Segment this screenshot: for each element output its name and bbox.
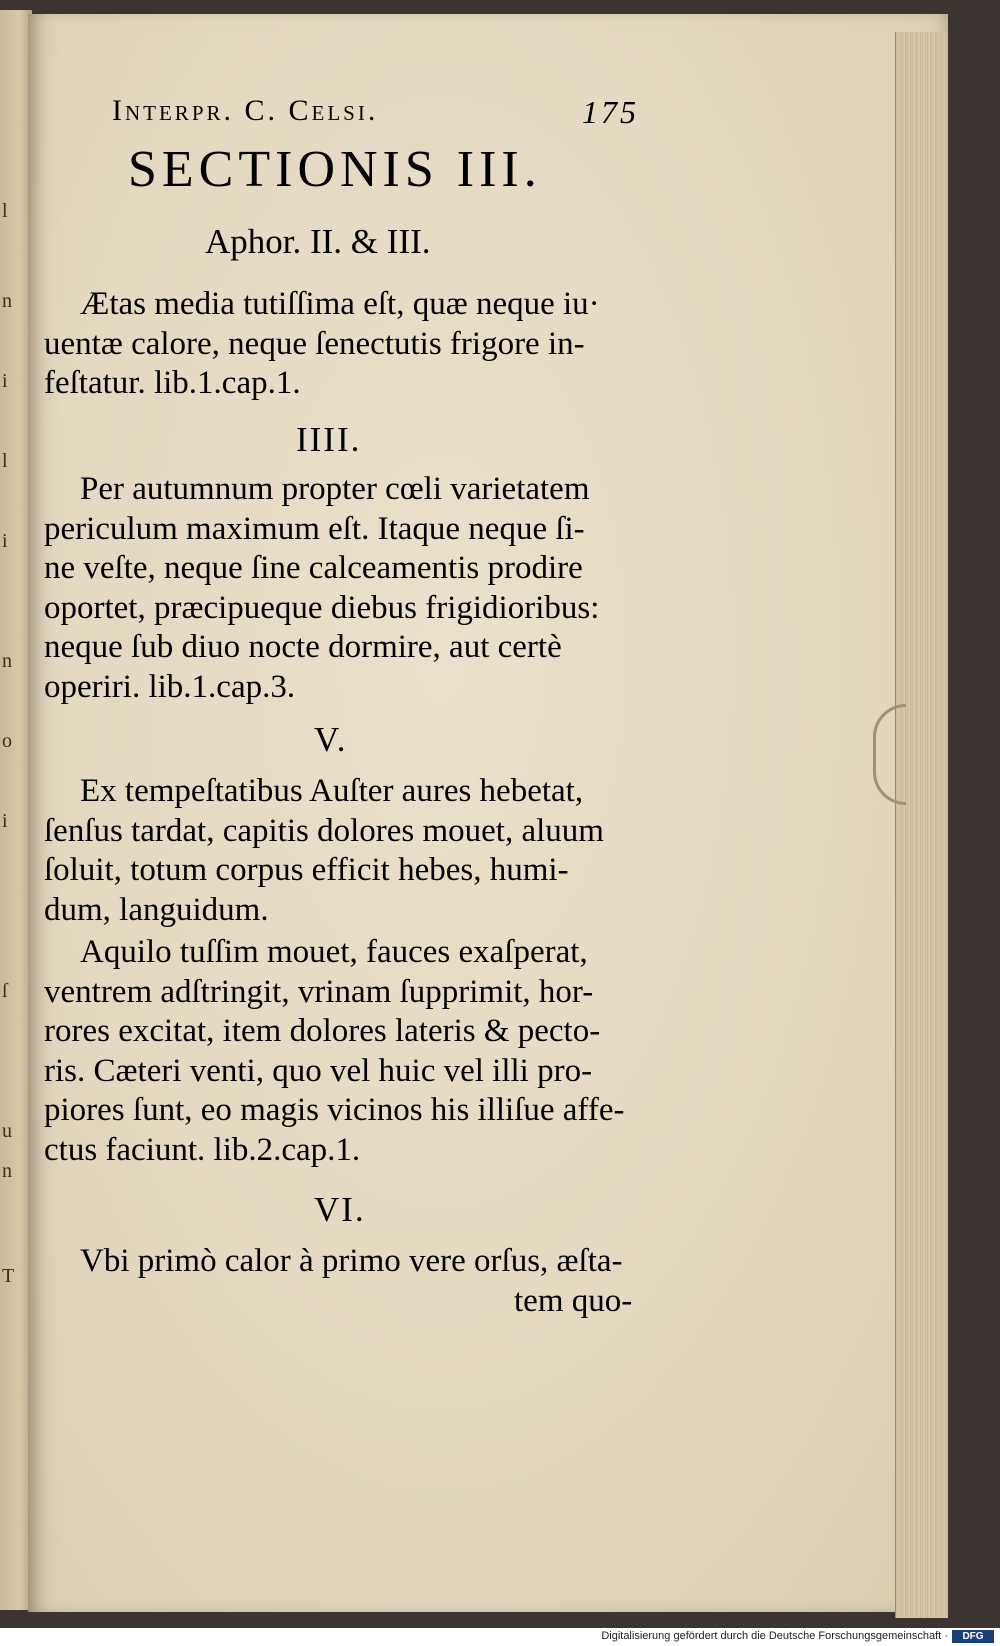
page-number: 175	[582, 94, 639, 130]
text-line: dum, languidum.	[44, 891, 269, 928]
text-line: ne veſte, neque ſine calceamentis prodire	[44, 550, 583, 586]
paragraph-aetas	[44, 285, 658, 404]
text-line: neque ſub diuo nocte dormire, aut certè	[44, 629, 562, 665]
text-line: piores ſunt, eo magis vicinos his illiſue affe-	[44, 1092, 625, 1128]
facing-page-edge: l n i l i n o i ſ u n T	[0, 10, 32, 1610]
running-head	[112, 94, 652, 134]
paragraph-aquilo	[44, 933, 658, 1170]
text-line: Aquilo tuſſim mouet, fauces exaſperat,	[80, 934, 588, 970]
text-line: ris. Cæteri venti, quo vel huic vel illi pro-	[44, 1052, 593, 1089]
text-line: periculum maximum eſt. Itaque neque ſi-	[44, 510, 585, 547]
text-line: rores excitat, item dolores lateris & pecto-	[44, 1013, 601, 1049]
text-line: Vbi primò calor à primo vere orſus, æſta-	[80, 1243, 623, 1279]
text-line: operiri. lib.1.cap.3.	[44, 668, 296, 705]
text-line: feſtatur. lib.1.cap.1.	[44, 365, 301, 401]
running-head-title: Interpr. C. Celsi.	[112, 94, 379, 127]
text-line: Per autumnum propter cœli varietatem	[80, 471, 590, 507]
clasp-mark	[873, 704, 906, 805]
text-line: ctus faciunt. lib.2.cap.1.	[44, 1131, 361, 1168]
aphorism-number-6: VI.	[314, 1190, 366, 1229]
text-line: Ætas media tutiſſima eſt, quæ neque iu·	[80, 286, 600, 322]
text-line: uentæ calore, neque ſenectutis frigore in-	[44, 325, 585, 362]
text-line: ſenſus tardat, capitis dolores mouet, aluum	[44, 812, 604, 849]
funding-credit: Digitalisierung gefördert durch die Deutsche Forschungsgemeinschaft ·	[601, 1630, 948, 1642]
aphorism-heading: Aphor. II. & III.	[205, 222, 431, 261]
page-fore-edge	[895, 32, 948, 1618]
section-title: SECTIONIS III.	[128, 141, 542, 198]
aphorism-number-5: V.	[314, 720, 348, 759]
dfg-logo: DFG	[952, 1630, 994, 1643]
text-line: ſoluit, totum corpus efficit hebes, humi-	[44, 852, 569, 888]
paragraph-auster	[44, 772, 658, 930]
paragraph-vbi	[44, 1242, 658, 1282]
aphorism-number-4: IIII.	[296, 420, 362, 459]
catchword: tem quo-	[514, 1283, 633, 1319]
text-line: Ex tempeſtatibus Auſter aures hebetat,	[80, 773, 584, 809]
text-line: oportet, præcipueque diebus frigidioribus:	[44, 589, 600, 626]
paragraph-autumnum	[44, 470, 658, 707]
text-line: ventrem adſtringit, vrinam ſupprimit, hor-	[44, 973, 594, 1010]
